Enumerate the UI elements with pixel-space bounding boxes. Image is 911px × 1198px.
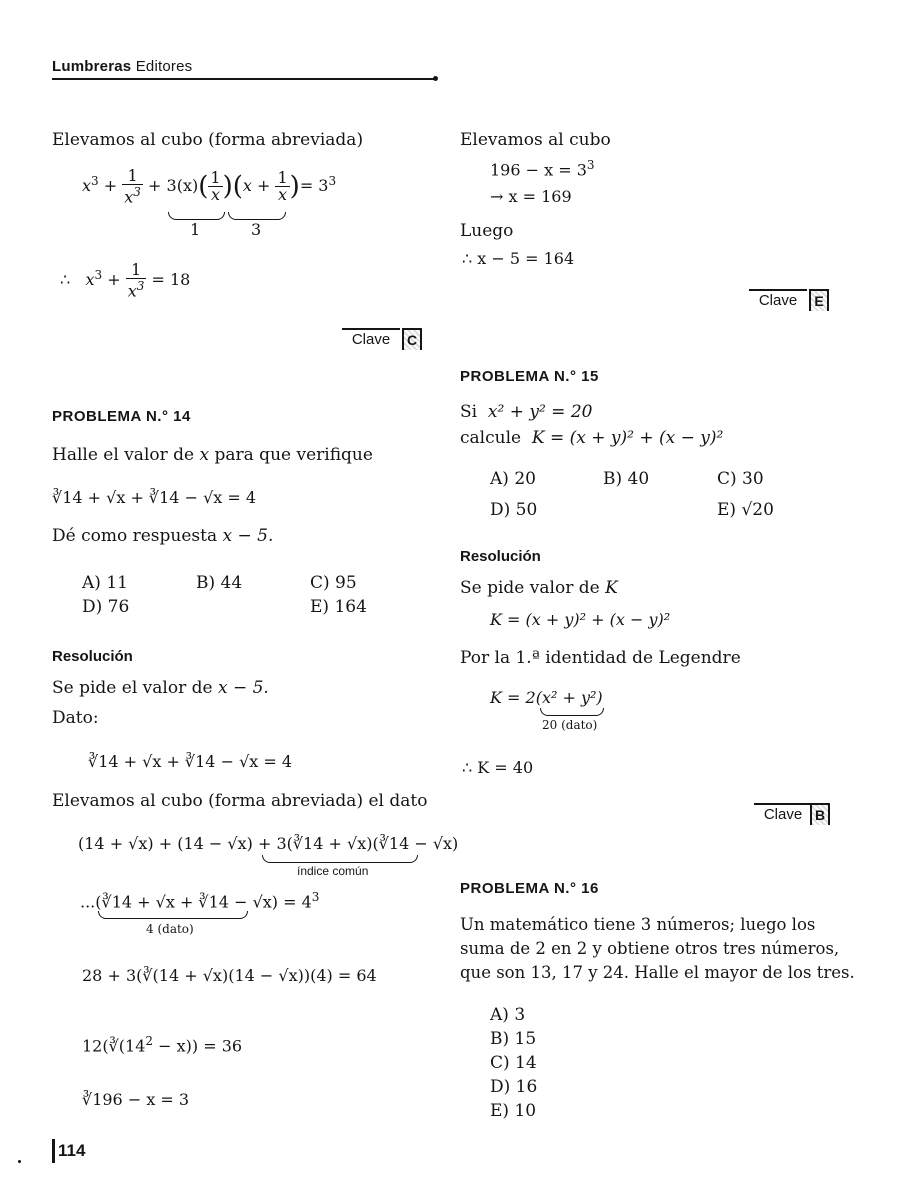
step-1: 28 + 3(∛(14 + √x)(14 − √x))(4) = 64 (82, 966, 377, 985)
problem-14-statement: Halle el valor de x para que verifique (52, 445, 373, 465)
resolution-15-title: Resolución (460, 548, 541, 565)
answer-key-letter: B (810, 803, 830, 825)
problem-16-line-3: que son 13, 17 y 24. Halle el mayor de los tres. (460, 963, 855, 982)
resolution-15-legendre: Por la 1.ª identidad de Legendre (460, 648, 741, 668)
step-2: $12(∛(14^2 - x)) = 36$ (82, 1034, 243, 1056)
header-rule-dot (433, 76, 438, 81)
resolution-15-final: ∴ K = 40 (462, 758, 534, 777)
option-d: D) 76 (82, 597, 130, 617)
resolution-15-k2-expr: K = 2(x² + y²) (490, 688, 603, 707)
publisher-rest: Editores (135, 58, 193, 75)
option-a: A) 20 (490, 469, 536, 489)
option-d: D) 50 (490, 500, 538, 520)
resolution-14-title: Resolución (52, 648, 133, 665)
brace-4-dato (98, 911, 248, 919)
option-e: E) 164 (310, 597, 367, 617)
continuation-line: ...(∛14 + √x + ∛14 − $√x) = 4^3$ (80, 890, 320, 912)
option-c: C) 30 (717, 469, 764, 489)
option-b: B) 15 (490, 1029, 537, 1049)
resolution-14-dato-equation: ∛14 + √x + ∛14 − √x = 4 (88, 752, 293, 771)
option-a: A) 11 (82, 573, 128, 593)
right-eq-2: → x = 169 (490, 187, 572, 206)
resolution-15-ask: Se pide valor de K (460, 578, 618, 598)
option-e: E) √20 (717, 500, 774, 520)
problem-14-answer-note: Dé como respuesta x − 5. (52, 526, 274, 546)
resolution-15-k-expr: K = (x + y)² + (x − y)² (490, 610, 671, 629)
answer-key-letter: C (402, 328, 422, 350)
brace-20-dato (540, 708, 604, 716)
page-number: 114 (52, 1139, 85, 1163)
left-intro-text: Elevamos al cubo (forma abreviada) (52, 130, 364, 150)
option-c: C) 14 (490, 1053, 537, 1073)
resolution-14-cube-intro: Elevamos al cubo (forma abreviada) el dato (52, 791, 428, 811)
margin-dot (18, 1160, 21, 1163)
brace-label-1: 1 (190, 220, 201, 239)
brace-label-20-dato: 20 (dato) (542, 718, 598, 732)
problem-14-title: PROBLEMA N.° 14 (52, 408, 191, 425)
answer-key-label: Clave (342, 328, 400, 350)
answer-key-letter: E (809, 289, 829, 311)
resolution-14-dato: Dato: (52, 708, 99, 728)
brace-label-3: 3 (251, 220, 262, 239)
brace-indice-comun (262, 855, 418, 863)
brace-label-4-dato: 4 (dato) (146, 922, 194, 936)
problem-14-equation: ∛14 + √x + ∛14 − √x = 4 (52, 488, 257, 507)
answer-key-c (342, 328, 422, 350)
problem-15-given: Si x² + y² = 20 (460, 402, 593, 422)
header-rule (52, 78, 436, 80)
publisher-bold: Lumbreras (52, 58, 132, 75)
answer-key-label: Clave (754, 803, 812, 825)
problem-15-title: PROBLEMA N.° 15 (460, 368, 599, 385)
option-d: D) 16 (490, 1077, 538, 1097)
right-eq-1: $196 - x = 3^3$ (490, 158, 595, 180)
problem-16-title: PROBLEMA N.° 16 (460, 880, 599, 897)
problem-16-line-2: suma de 2 en 2 y obtiene otros tres números, (460, 939, 840, 958)
resolution-14-ask: Se pide el valor de x − 5. (52, 678, 269, 698)
option-b: B) 44 (196, 573, 243, 593)
cube-equation: $x^3$ + $\frac{1}{x^3}$ + 3(x)( $\frac{1}{x}$ )(x + $\frac{1}{x}$ )= $3^3$ (82, 166, 337, 207)
brace-under-3x-1-over-x (168, 212, 225, 220)
right-final: ∴ x − 5 = 164 (462, 249, 575, 268)
option-b: B) 40 (603, 469, 650, 489)
option-c: C) 95 (310, 573, 357, 593)
right-luego: Luego (460, 221, 514, 241)
expansion-line: (14 + √x) + (14 − √x) + 3(∛14 + √x)(∛14 − √x) (78, 834, 459, 853)
right-cube-intro: Elevamos al cubo (460, 130, 611, 150)
brace-under-x-plus-1-over-x (228, 212, 286, 220)
option-e: E) 10 (490, 1101, 537, 1121)
result-equation: ∴ $x^3$ + $\frac{1}{x^3}$ = 18 (60, 260, 191, 301)
page-header (52, 58, 192, 75)
answer-key-e (749, 289, 829, 311)
problem-16-line-1: Un matemático tiene 3 números; luego los (460, 915, 816, 934)
answer-key-b (754, 803, 830, 825)
step-3: ∛196 − x = 3 (82, 1090, 190, 1109)
brace-label-indice-comun: índice común (297, 864, 369, 878)
problem-15-calc: calcule K = (x + y)² + (x − y)² (460, 428, 724, 448)
answer-key-label: Clave (749, 289, 807, 311)
option-a: A) 3 (490, 1005, 526, 1025)
